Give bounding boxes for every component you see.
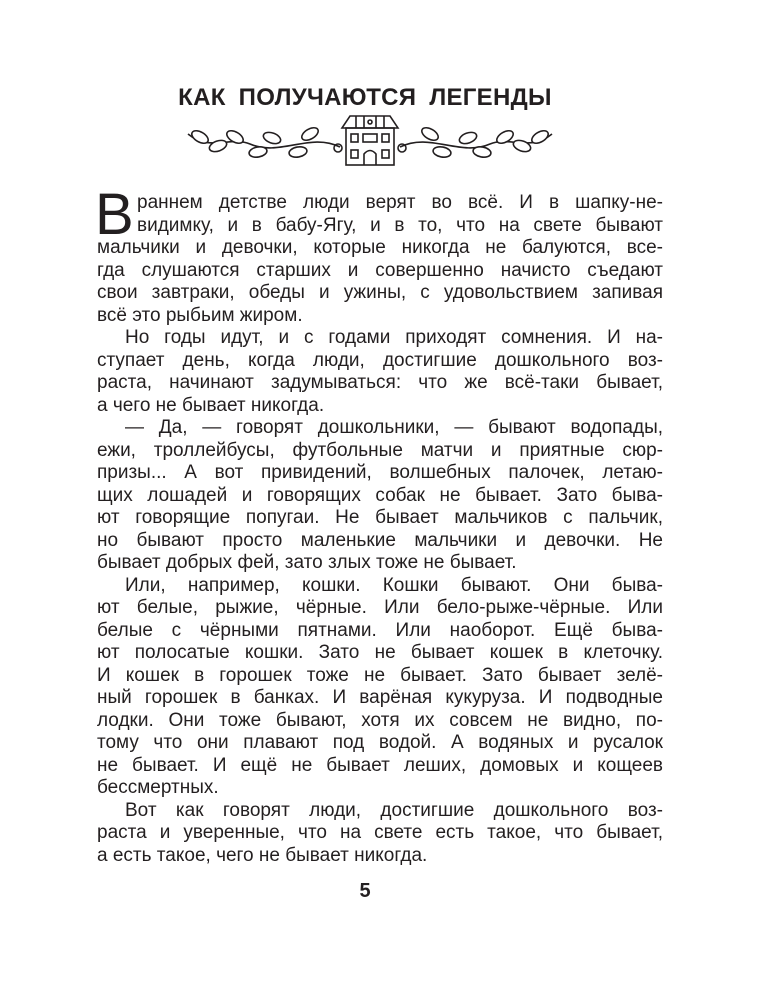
text-line: тому что они плавают под водой. А водяных и русалок	[97, 732, 663, 753]
text-line: ют полосатые кошки. Зато не бывает кошек в клеточку.	[97, 642, 663, 663]
text-line: лодки. Они тоже бывают, хотя их совсем не видно, по-	[97, 709, 663, 731]
text-line: ступает день, когда люди, достигшие дошкольного воз-	[97, 349, 663, 371]
text-line: видимку, и в бабу-Ягу, и в то, что на свете бывают	[137, 214, 663, 236]
chapter-body	[95, 182, 663, 867]
text-line: мальчики и девочки, которые никогда не балуются, все-	[97, 237, 663, 258]
house-vine-ornament-icon	[180, 112, 560, 167]
text-line: ный горошек в банках. И варёная кукуруза. И подводные	[97, 687, 663, 708]
text-line: свои завтраки, обеды и ужины, с удовольствием запивая	[97, 282, 663, 303]
text-line: белые с чёрными пятнами. Или наоборот. Ещё быва-	[97, 619, 663, 641]
text-line: гда слушаются старших и совершенно начисто съедают	[97, 259, 663, 281]
text-line: раннем детстве люди верят во всё. И в шапку-не-	[137, 192, 663, 213]
text-line: — Да, — говорят дошкольники, — бывают водопады,	[125, 417, 663, 438]
text-line: раста и уверенные, что на свете есть такое, что бывает,	[97, 822, 663, 843]
text-line: призы... А вот привидений, волшебных палочек, летаю-	[97, 462, 663, 483]
text-line: но бывают просто маленькие мальчики и девочки. Не	[97, 529, 663, 551]
text-line: не бывает. И ещё не бывает леших, домовых и кощеев	[97, 754, 663, 776]
text-line: ют говорящие попугаи. Не бывает мальчиков с пальчик,	[97, 507, 663, 528]
text-line: ежи, троллейбусы, футбольные матчи и приятные сюр-	[97, 439, 663, 461]
text-line: всё это рыбьим жиром.	[97, 304, 303, 326]
text-line: Или, например, кошки. Кошки бывают. Они быва-	[125, 574, 663, 596]
text-line: бессмертных.	[97, 777, 219, 798]
page-number: 5	[359, 880, 371, 902]
text-line: Но годы идут, и с годами приходят сомнения. И на-	[125, 327, 663, 348]
text-line: ют белые, рыжие, чёрные. Или бело-рыже-чёрные. Или	[97, 597, 663, 618]
text-line: бывает добрых фей, зато злых тоже не бывает.	[97, 552, 517, 573]
text-line: И кошек в горошек тоже не бывает. Зато бывает зелё-	[97, 664, 663, 686]
text-line: а чего не бывает никогда.	[97, 394, 325, 416]
text-line: а есть такое, чего не бывает никогда.	[97, 844, 428, 866]
chapter-title: КАК ПОЛУЧАЮТСЯ ЛЕГЕНДЫ	[178, 84, 552, 111]
text-line: щих лошадей и говорящих собак не бывает. Зато быва-	[97, 484, 663, 506]
text-line: раста, начинают задумываться: что же всё-таки бывает,	[97, 372, 663, 393]
text-line: Вот как говорят люди, достигшие дошкольного воз-	[125, 799, 663, 821]
drop-cap: В	[95, 182, 134, 247]
